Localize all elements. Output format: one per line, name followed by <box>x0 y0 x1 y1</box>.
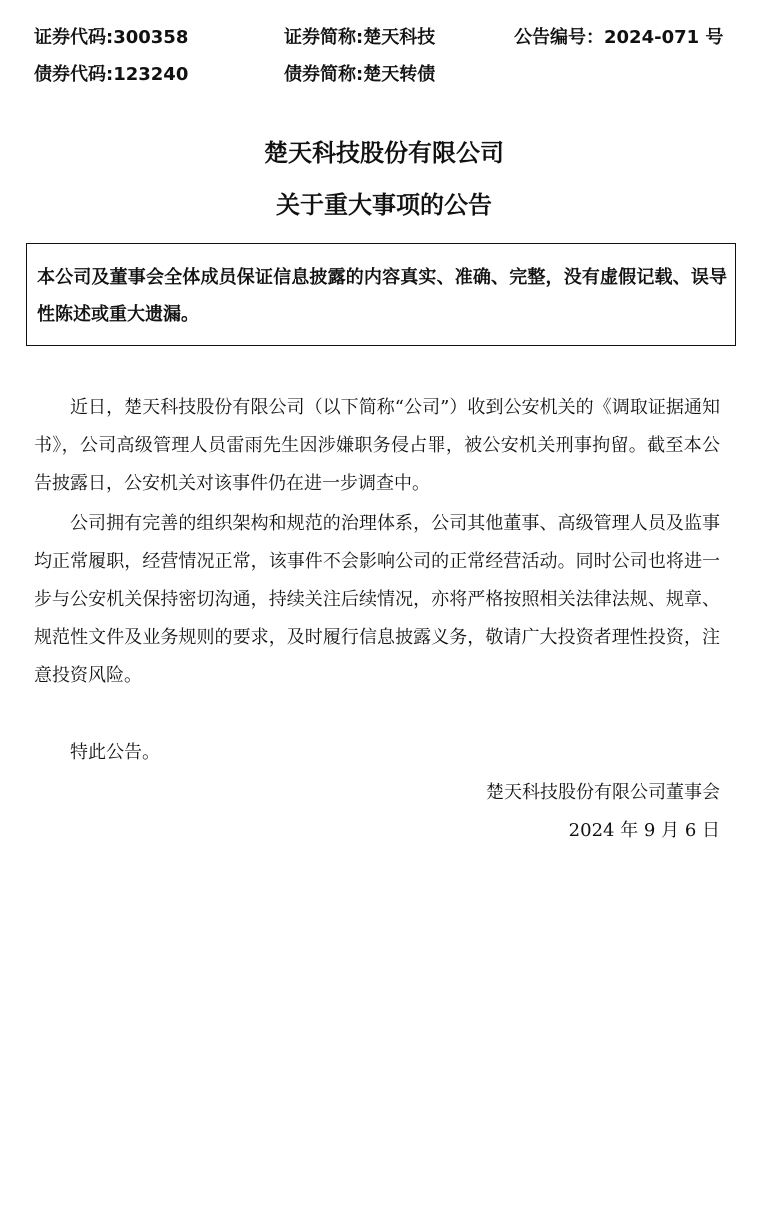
announcement-date: 2024 年 9 月 6 日 <box>568 820 720 841</box>
stock-code: 证券代码:300358 <box>34 27 189 48</box>
closing-statement: 特此公告。 <box>70 742 160 763</box>
disclosure-notice-text: 本公司及董事会全体成员保证信息披露的内容真实、准确、完整，没有虚假记载、误导性陈述或重大遗漏。 <box>37 267 727 325</box>
bond-abbreviation: 债券简称:楚天转债 <box>284 64 436 85</box>
body-paragraph-2: 公司拥有完善的组织架构和规范的治理体系，公司其他董事、高级管理人员及监事均正常履职，经营情况正常，该事件不会影响公司的正常经营活动。同时公司也将进一步与公安机关保持密切沟通，持续关注后续情况，亦将严格按照相关法律法规、规章、规范性文件及业务规则的要求，及时履行信息披露义务，敬请广大投资者理性投资，注意投资风险。 <box>34 513 720 686</box>
disclosure-notice-box <box>26 243 736 346</box>
announcement-subject: 关于重大事项的公告 <box>276 191 492 219</box>
body-paragraph-1: 近日，楚天科技股份有限公司（以下简称“公司”）收到公安机关的《调取证据通知书》，公司高级管理人员雷雨先生因涉嫌职务侵占罪，被公安机关刑事拘留。截至本公告披露日，公安机关对该事件仍在进一步调查中。 <box>34 397 720 494</box>
company-title: 楚天科技股份有限公司 <box>264 139 504 167</box>
issuer-signature: 楚天科技股份有限公司董事会 <box>486 782 720 803</box>
bond-code: 债券代码:123240 <box>34 64 189 85</box>
stock-abbreviation: 证券简称:楚天科技 <box>284 27 436 48</box>
announcement-number: 公告编号：2024-071 号 <box>514 27 724 48</box>
